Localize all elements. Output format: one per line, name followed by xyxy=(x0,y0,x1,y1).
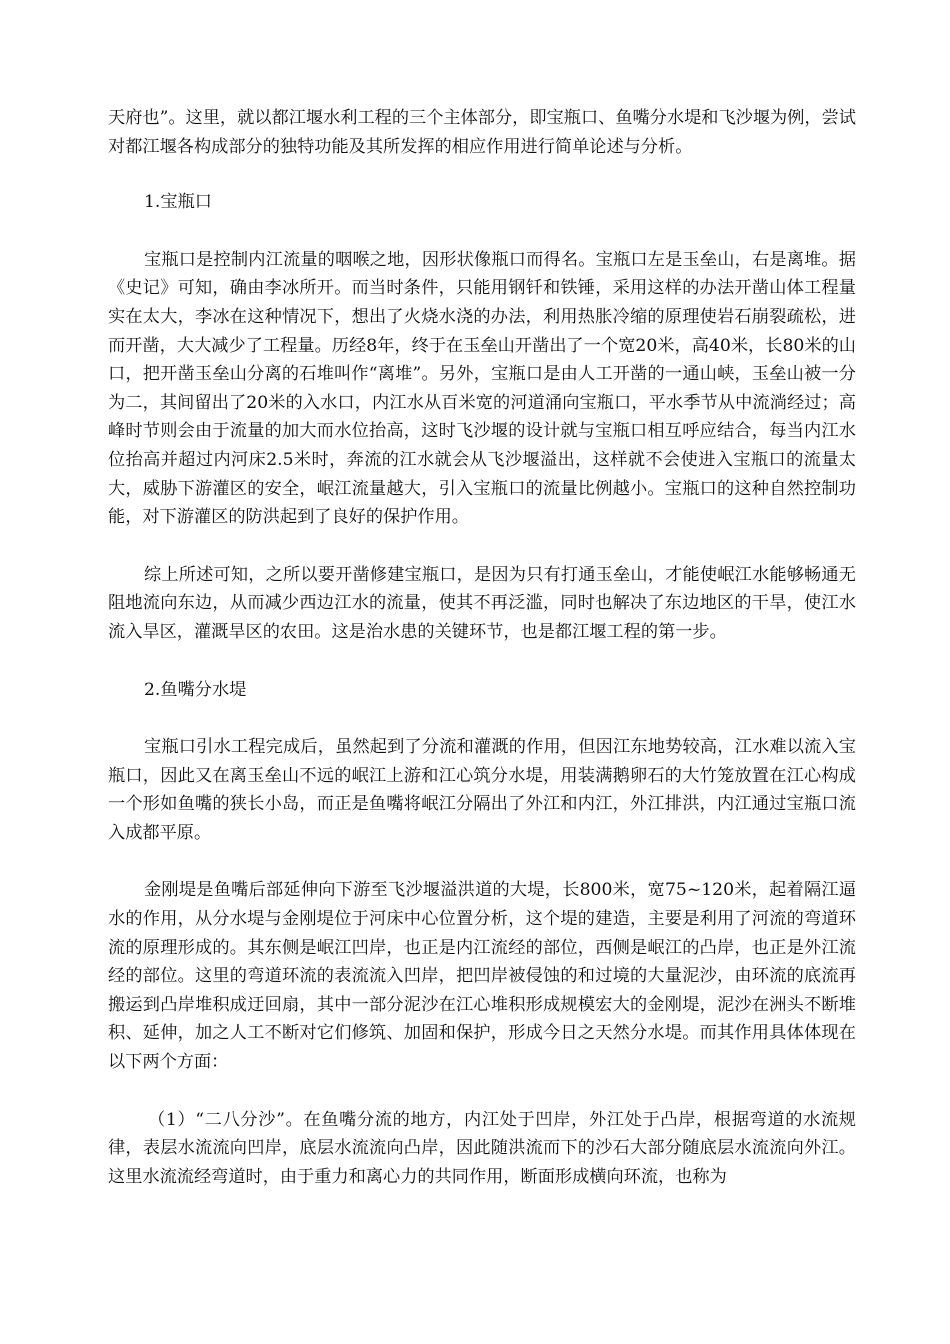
section-heading-yuzui: 2.鱼嘴分水堤 xyxy=(144,679,247,700)
document-page xyxy=(108,104,856,1191)
intro-paragraph: 天府也”。这里，就以都江堰水利工程的三个主体部分，即宝瓶口、鱼嘴分水堤和飞沙堰为例，尝试对都江堰各构成部分的独特功能及其所发挥的相应作用进行简单论述与分析。 xyxy=(108,108,856,157)
baopingkou-paragraph-1: 宝瓶口是控制内江流量的咽喉之地，因形状像瓶口而得名。宝瓶口左是玉垒山，右是离堆。据《史记》可知，确由李冰所开。而当时条件，只能用钢钎和铁锤，采用这样的办法开凿山体工程量实在太大，李冰在这种情况下，想出了火烧水浇的办法，利用热胀冷缩的原理使岩石崩裂疏松，进而开凿，大大减少了工程量。历经8年，终于在玉垒山开凿出了一个宽20米，高40米，长80米的山口，把开凿玉垒山分离的石堆叫作“离堆”。另外，宝瓶口是由人工开凿的一通山峡，玉垒山被一分为二，其间留出了20米的入水口，内江水从百米宽的河道涌向宝瓶口，平水季节从中流淌经过；高峰时节则会由于流量的加大而水位抬高，这时飞沙堰的设计就与宝瓶口相互呼应结合，每当内江水位抬高并超过内河床2.5米时，奔流的江水就会从飞沙堰溢出，这样就不会使进入宝瓶口的流量太大，威胁下游灌区的安全，岷江流量越大，引入宝瓶口的流量比例越小。宝瓶口的这种自然控制功能，对下游灌区的防洪起到了良好的保护作用。 xyxy=(108,249,856,528)
yuzui-list-item-1: （1）“二八分沙”。在鱼嘴分流的地方，内江处于凹岸，外江处于凸岸，根据弯道的水流规律，表层水流流向凹岸，底层水流流向凸岸，因此随洪流而下的沙石大部分随底层水流流向外江。这里水流流经弯道时，由于重力和离心力的共同作用，断面形成横向环流，也称为 xyxy=(108,1109,856,1187)
baopingkou-paragraph-2: 综上所述可知，之所以要开凿修建宝瓶口，是因为只有打通玉垒山，才能使岷江水能够畅通无阻地流向东边，从而减少西边江水的流量，使其不再泛滥，同时也解决了东边地区的干旱，使江水流入旱区，灌溉旱区的农田。这是治水患的关键环节，也是都江堰工程的第一步。 xyxy=(108,564,856,642)
section-heading-baopingkou: 1.宝瓶口 xyxy=(144,192,212,213)
yuzui-paragraph-2: 金刚堤是鱼嘴后部延伸向下游至飞沙堰溢洪道的大堤，长800米，宽75~120米，起着隔江逼水的作用，从分水堤与金刚堤位于河床中心位置分析，这个堤的建造，主要是利用了河流的弯道环流的原理形成的。其东侧是岷江凹岸，也正是内江流经的部位，西侧是岷江的凸岸，也正是外江流经的部位。这里的弯道环流的表流流入凹岸，把凹岸被侵蚀的和过境的大量泥沙，由环流的底流再搬运到凸岸堆积成迂回扇，其中一部分泥沙在江心堆积形成规模宏大的金刚堤，泥沙在洲头不断堆积、延伸，加之人工不断对它们修筑、加固和保护，形成今日之天然分水堤。而其作用具体体现在以下两个方面： xyxy=(108,880,856,1073)
yuzui-paragraph-1: 宝瓶口引水工程完成后，虽然起到了分流和灌溉的作用，但因江东地势较高，江水难以流入宝瓶口，因此又在离玉垒山不远的岷江上游和江心筑分水堤，用装满鹅卵石的大竹笼放置在江心构成一个形如鱼嘴的狭长小岛，而正是鱼嘴将岷江分隔出了外江和内江，外江排洪，内江通过宝瓶口流入成都平原。 xyxy=(108,737,856,843)
